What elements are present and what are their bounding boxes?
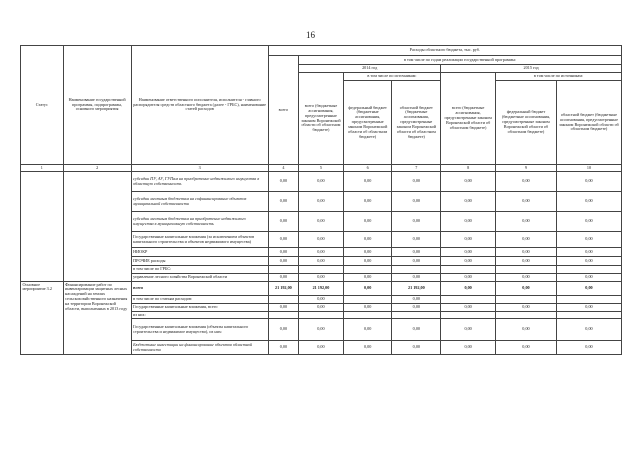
cell-value: 0,00 [343,274,392,282]
cell-value: 0,00 [496,232,557,248]
cell-value: 0,00 [343,192,392,212]
column-number: 4 [268,165,298,172]
cell-value: 0,00 [441,304,496,312]
cell-value: 0,00 [556,232,621,248]
cell-value [299,312,344,319]
cell-value: 0,00 [556,257,621,266]
cell-value: 0,00 [268,304,298,312]
row-label: НИОКР [131,248,268,257]
cell-value [343,312,392,319]
measure-name: Финансирование работ по инвентаризации защитных лесных насаждений на землях сельскохозяйственного назначения на территории Воронежской области, выполненных в 2013 году [63,282,131,355]
cell-value: 0,00 [268,172,298,192]
cell-value: 0,00 [392,212,441,232]
cell-value: 0,00 [299,304,344,312]
row-label: Бюджетные инвестиции на финансирование объектов областной собственности [131,341,268,355]
row-label: Государственные капитальные вложения, всего [131,304,268,312]
header-2015-regional: областной бюджет (бюджетные ассигнования, предусмотренные законом Воронежской области об областном бюджете) [556,81,621,165]
column-number: 8 [441,165,496,172]
cell-value: 0,00 [268,257,298,266]
cell-value: 0,00 [299,232,344,248]
header-2014-sources: в том числе по источникам: [343,73,440,81]
table-row [21,282,622,296]
cell-value: 0,00 [299,257,344,266]
cell-value: 0,00 [556,341,621,355]
cell-value: 0,00 [496,274,557,282]
cell-value [392,266,441,274]
header-2015-total: всего (бюджетные ассигнования, предусмотренные законом Воронежской области об областном бюджете) [441,73,496,165]
page-number: 16 [306,30,315,40]
cell-value [441,312,496,319]
cell-value [556,312,621,319]
header-2015-sources: в том числе по источникам: [496,73,622,81]
cell-value: 0,00 [392,319,441,341]
cell-value: 0,00 [299,319,344,341]
cell-value: 21 192,00 [392,282,441,296]
row-label: субсидии местным бюджетам на софинансирование объектов муниципальной собственности [131,192,268,212]
header-status: Статус [21,46,64,165]
cell-value [496,312,557,319]
cell-value [268,312,298,319]
cell-value: 0,00 [299,274,344,282]
header-2015-federal: федеральный бюджет (бюджетные ассигнования, предусмотренные законом Воронежской области об областном бюджете) [496,81,557,165]
cell-value [299,266,344,274]
header-expenses: Расходы областного бюджета, тыс. руб. [268,46,621,56]
cell-value: 0,00 [343,304,392,312]
cell-value [343,296,392,304]
row-label: субсидии местным бюджетам на приобретение недвижимого имущества в муниципальную собственность [131,212,268,232]
cell-value: 0,00 [441,248,496,257]
cell-value: 0,00 [343,282,392,296]
cell-value [343,266,392,274]
cell-value: 0,00 [299,341,344,355]
cell-value: 0,00 [343,319,392,341]
column-number: 9 [496,165,557,172]
cell-value: 0,00 [392,304,441,312]
cell-value: 0,00 [496,341,557,355]
cell-value [496,266,557,274]
cell-value: 0,00 [268,274,298,282]
header-years-caption: в том числе по годам реализации государственной программы: [299,56,622,65]
cell-value: 0,00 [556,282,621,296]
cell-value: 0,00 [299,212,344,232]
column-number: 10 [556,165,621,172]
cell-value: 0,00 [343,232,392,248]
cell-value: 0,00 [556,192,621,212]
cell-value: 0,00 [441,282,496,296]
cell-value: 0,00 [556,172,621,192]
cell-value: 0,00 [441,212,496,232]
cell-value: 0,00 [392,296,441,304]
cell-value: 0,00 [441,257,496,266]
cell-value [441,266,496,274]
cell-value: 0,00 [392,341,441,355]
cell-value: 0,00 [496,212,557,232]
cell-value: 0,00 [299,172,344,192]
row-label: из них: [131,312,268,319]
cell-value: 0,00 [392,232,441,248]
program-cell [63,172,131,282]
status-cell [21,172,64,282]
cell-value: 0,00 [268,319,298,341]
cell-value: 0,00 [392,274,441,282]
cell-value: 0,00 [496,172,557,192]
row-label: в том числе по статьям расходов: [131,296,268,304]
row-label: ПРОЧИЕ расходы [131,257,268,266]
cell-value: 0,00 [556,274,621,282]
cell-value [268,266,298,274]
column-number: 7 [392,165,441,172]
column-number: 5 [299,165,344,172]
row-label: Государственные капитальные вложения (за исключением объектов капитального строительства и объектов недвижимого имущества) [131,232,268,248]
cell-value: 0,00 [268,232,298,248]
row-label: управление лесного хозяйства Воронежской области [131,274,268,282]
cell-value: 0,00 [496,257,557,266]
cell-value: 0,00 [441,319,496,341]
cell-value: 21 192,00 [268,282,298,296]
measure-status: Основное мероприятие 3.2 [21,282,64,355]
cell-value: 0,00 [441,172,496,192]
cell-value: 0,00 [392,248,441,257]
column-number-row [21,165,622,172]
column-number: 6 [343,165,392,172]
cell-value: 0,00 [343,172,392,192]
cell-value: 0,00 [441,232,496,248]
cell-value [392,312,441,319]
cell-value: 0,00 [441,341,496,355]
cell-value: 0,00 [299,248,344,257]
row-label: субсидии ПУ, АУ, ГУПам на приобретение недвижимого имущества в областную собственность [131,172,268,192]
cell-value: 0,00 [343,257,392,266]
cell-value: 0,00 [496,319,557,341]
column-number: 3 [131,165,268,172]
cell-value: 0,00 [392,172,441,192]
header-year-2014: 2014 год [299,65,441,73]
header-2014-federal: федеральный бюджет (бюджетные ассигнования, предусмотренные законом Воронежской области об областном бюджете) [343,81,392,165]
cell-value: 0,00 [556,304,621,312]
row-label: всего [131,282,268,296]
cell-value: 0,00 [343,341,392,355]
cell-value: 0,00 [268,341,298,355]
cell-value: 0,00 [343,212,392,232]
cell-value: 0,00 [268,192,298,212]
budget-table [20,45,622,355]
cell-value: 0,00 [556,212,621,232]
cell-value: 0,00 [556,319,621,341]
row-label: Государственные капитальные вложения (объекты капитального строительства и недвижимое имущество), из них: [131,319,268,341]
cell-value: 0,00 [441,192,496,212]
table-row [21,172,622,192]
cell-value: 0,00 [496,248,557,257]
cell-value: 0,00 [496,304,557,312]
header-program-name: Наименование государственной программы, подпрограммы, основного мероприятия [63,46,131,165]
cell-value: 0,00 [343,248,392,257]
column-number: 1 [21,165,64,172]
cell-value: 0,00 [299,192,344,212]
cell-value: 0,00 [392,257,441,266]
cell-value: 0,00 [556,248,621,257]
cell-value [556,296,621,304]
cell-value: 0,00 [496,192,557,212]
cell-value: 0,00 [268,212,298,232]
cell-value: 0,00 [496,282,557,296]
header-2014-total: всего (бюджетные ассигнования, предусмотренные законом Воронежской области об областном бюджете) [299,73,344,165]
header-total: всего [268,56,298,165]
cell-value [268,296,298,304]
header-executor: Наименование ответственного исполнителя, исполнителя - главного распорядителя средств областного бюджета (далее - ГРБС), наименование статей расходов [131,46,268,165]
header-2014-regional: областной бюджет (бюджетные ассигнования, предусмотренные законом Воронежской области об областном бюджете) [392,81,441,165]
cell-value: 0,00 [268,248,298,257]
cell-value: 0,00 [441,274,496,282]
header-year-2015: 2015 год [441,65,622,73]
cell-value: 0,00 [392,192,441,212]
row-label: в том числе по ГРБС: [131,266,268,274]
column-number: 2 [63,165,131,172]
cell-value [441,296,496,304]
cell-value: 21 192,00 [299,282,344,296]
cell-value [496,296,557,304]
cell-value [556,266,621,274]
cell-value: 0,00 [299,296,344,304]
